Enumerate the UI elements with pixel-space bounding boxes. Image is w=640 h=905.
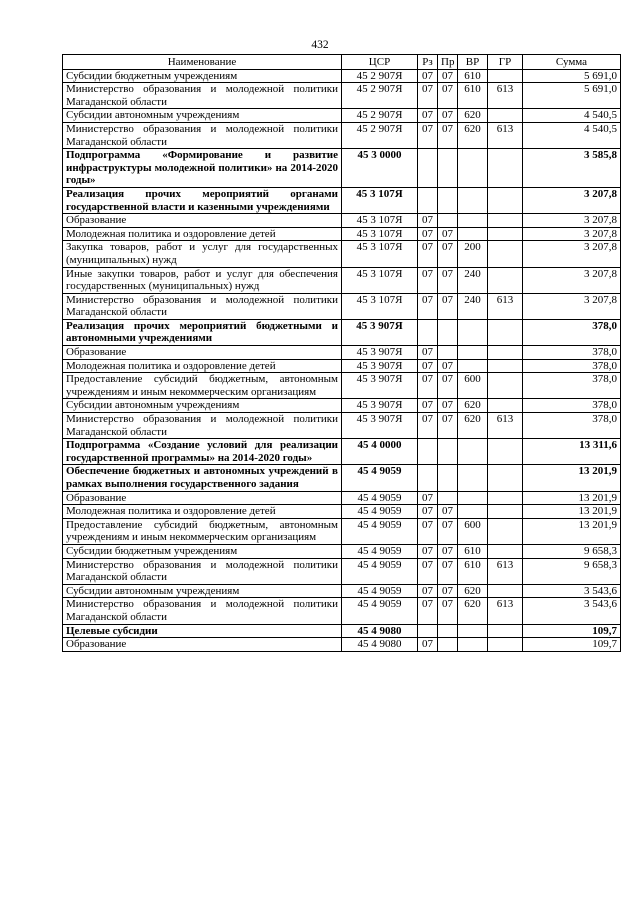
cell-vr: 620: [458, 584, 488, 598]
cell-vr: 610: [458, 69, 488, 83]
cell-pr: 07: [438, 241, 458, 267]
cell-rz: 07: [418, 346, 438, 360]
cell-csr: 45 4 9059: [342, 505, 418, 519]
cell-rz: 07: [418, 293, 438, 319]
table-header-row: [63, 55, 621, 70]
cell-sum: 3 207,8: [523, 214, 621, 228]
cell-rz: 07: [418, 491, 438, 505]
cell-vr: 620: [458, 109, 488, 123]
table-row: [63, 241, 621, 267]
cell-vr: [458, 319, 488, 345]
cell-rz: 07: [418, 267, 438, 293]
cell-gr: 613: [488, 293, 523, 319]
cell-sum: 13 201,9: [523, 465, 621, 491]
cell-name: Образование: [63, 491, 342, 505]
cell-gr: [488, 584, 523, 598]
cell-gr: [488, 214, 523, 228]
cell-rz: 07: [418, 227, 438, 241]
table-row: [63, 293, 621, 319]
cell-name: Субсидии автономным учреждениям: [63, 584, 342, 598]
table-row: [63, 518, 621, 544]
cell-rz: [418, 187, 438, 213]
cell-pr: [438, 214, 458, 228]
cell-vr: [458, 214, 488, 228]
cell-gr: [488, 399, 523, 413]
cell-pr: 07: [438, 413, 458, 439]
cell-pr: [438, 491, 458, 505]
cell-name: Субсидии автономным учреждениям: [63, 109, 342, 123]
cell-sum: 378,0: [523, 346, 621, 360]
cell-vr: 610: [458, 558, 488, 584]
table-row: [63, 439, 621, 465]
cell-pr: [438, 624, 458, 638]
cell-name: Реализация прочих мероприятий органами государственной власти и казенными учреждениями: [63, 187, 342, 213]
cell-csr: 45 4 9059: [342, 491, 418, 505]
cell-pr: [438, 187, 458, 213]
table-row: [63, 598, 621, 624]
cell-name: Предоставление субсидий бюджетным, автономным учреждениям и иным некоммерческим организациям: [63, 518, 342, 544]
cell-rz: [418, 319, 438, 345]
cell-sum: 109,7: [523, 638, 621, 652]
cell-pr: 07: [438, 399, 458, 413]
cell-csr: 45 3 107Я: [342, 241, 418, 267]
cell-pr: 07: [438, 227, 458, 241]
table-row: [63, 638, 621, 652]
cell-sum: 378,0: [523, 319, 621, 345]
cell-rz: 07: [418, 109, 438, 123]
cell-rz: 07: [418, 69, 438, 83]
cell-csr: 45 4 9059: [342, 598, 418, 624]
cell-vr: 240: [458, 293, 488, 319]
header-rz: Рз: [418, 55, 438, 70]
cell-csr: 45 2 907Я: [342, 122, 418, 148]
cell-sum: 5 691,0: [523, 83, 621, 109]
cell-sum: 3 207,8: [523, 241, 621, 267]
cell-gr: 613: [488, 598, 523, 624]
cell-name: Министерство образования и молодежной политики Магаданской области: [63, 598, 342, 624]
cell-sum: 3 207,8: [523, 293, 621, 319]
cell-pr: 07: [438, 267, 458, 293]
cell-gr: [488, 109, 523, 123]
cell-csr: 45 3 907Я: [342, 373, 418, 399]
cell-sum: 378,0: [523, 373, 621, 399]
cell-sum: 3 543,6: [523, 584, 621, 598]
cell-csr: 45 2 907Я: [342, 69, 418, 83]
cell-csr: 45 3 107Я: [342, 267, 418, 293]
cell-name: Министерство образования и молодежной политики Магаданской области: [63, 83, 342, 109]
cell-pr: [438, 149, 458, 188]
cell-gr: [488, 69, 523, 83]
cell-rz: 07: [418, 505, 438, 519]
cell-vr: 620: [458, 399, 488, 413]
header-csr: ЦСР: [342, 55, 418, 70]
cell-sum: 4 540,5: [523, 122, 621, 148]
table-row: [63, 413, 621, 439]
cell-csr: 45 3 107Я: [342, 293, 418, 319]
header-pr: Пр: [438, 55, 458, 70]
cell-pr: 07: [438, 69, 458, 83]
cell-sum: 3 585,8: [523, 149, 621, 188]
cell-csr: 45 2 907Я: [342, 83, 418, 109]
cell-csr: 45 3 907Я: [342, 319, 418, 345]
cell-vr: [458, 149, 488, 188]
cell-sum: 13 201,9: [523, 518, 621, 544]
cell-name: Министерство образования и молодежной политики Магаданской области: [63, 293, 342, 319]
cell-pr: 07: [438, 505, 458, 519]
cell-vr: [458, 638, 488, 652]
cell-pr: 07: [438, 293, 458, 319]
cell-pr: [438, 439, 458, 465]
table-row: [63, 227, 621, 241]
cell-sum: 13 201,9: [523, 491, 621, 505]
cell-pr: [438, 346, 458, 360]
cell-sum: 378,0: [523, 399, 621, 413]
cell-sum: 13 201,9: [523, 505, 621, 519]
table-row: [63, 558, 621, 584]
cell-name: Молодежная политика и оздоровление детей: [63, 505, 342, 519]
cell-csr: 45 4 9080: [342, 624, 418, 638]
cell-rz: [418, 149, 438, 188]
cell-sum: 9 658,3: [523, 544, 621, 558]
cell-gr: [488, 439, 523, 465]
cell-rz: 07: [418, 638, 438, 652]
cell-gr: [488, 267, 523, 293]
cell-rz: 07: [418, 399, 438, 413]
cell-rz: 07: [418, 122, 438, 148]
cell-pr: 07: [438, 558, 458, 584]
cell-csr: 45 3 107Я: [342, 187, 418, 213]
cell-pr: 07: [438, 373, 458, 399]
cell-sum: 3 207,8: [523, 267, 621, 293]
cell-gr: [488, 465, 523, 491]
cell-vr: 620: [458, 122, 488, 148]
cell-csr: 45 4 9059: [342, 518, 418, 544]
cell-name: Предоставление субсидий бюджетным, автономным учреждениям и иным некоммерческим организациям: [63, 373, 342, 399]
cell-gr: [488, 518, 523, 544]
cell-csr: 45 3 0000: [342, 149, 418, 188]
cell-vr: 620: [458, 598, 488, 624]
cell-rz: 07: [418, 373, 438, 399]
cell-rz: [418, 439, 438, 465]
cell-gr: [488, 544, 523, 558]
cell-sum: 3 543,6: [523, 598, 621, 624]
cell-pr: 07: [438, 598, 458, 624]
table-row: [63, 465, 621, 491]
table-row: [63, 214, 621, 228]
cell-name: Подпрограмма «Создание условий для реализации государственной программы» на 2014-2020 годы»: [63, 439, 342, 465]
table-row: [63, 399, 621, 413]
cell-name: Обеспечение бюджетных и автономных учреждений в рамках выполнения государственного задания: [63, 465, 342, 491]
cell-rz: 07: [418, 359, 438, 373]
cell-sum: 13 311,6: [523, 439, 621, 465]
cell-pr: [438, 465, 458, 491]
cell-csr: 45 4 9080: [342, 638, 418, 652]
cell-vr: 610: [458, 544, 488, 558]
table-row: [63, 267, 621, 293]
cell-vr: [458, 465, 488, 491]
cell-vr: 600: [458, 373, 488, 399]
cell-vr: [458, 187, 488, 213]
cell-name: Иные закупки товаров, работ и услуг для обеспечения государственных (муниципальных) нужд: [63, 267, 342, 293]
cell-name: Министерство образования и молодежной политики Магаданской области: [63, 122, 342, 148]
cell-rz: [418, 465, 438, 491]
cell-rz: 07: [418, 544, 438, 558]
cell-gr: [488, 319, 523, 345]
cell-name: Закупка товаров, работ и услуг для государственных (муниципальных) нужд: [63, 241, 342, 267]
cell-gr: 613: [488, 83, 523, 109]
cell-name: Реализация прочих мероприятий бюджетными и автономными учреждениями: [63, 319, 342, 345]
table-row: [63, 491, 621, 505]
cell-rz: 07: [418, 83, 438, 109]
cell-vr: 200: [458, 241, 488, 267]
cell-sum: 4 540,5: [523, 109, 621, 123]
cell-vr: 600: [458, 518, 488, 544]
table-row: [63, 544, 621, 558]
cell-csr: 45 3 907Я: [342, 413, 418, 439]
cell-gr: 613: [488, 413, 523, 439]
cell-csr: 45 3 907Я: [342, 399, 418, 413]
page-number: 432: [311, 39, 329, 51]
cell-name: Молодежная политика и оздоровление детей: [63, 359, 342, 373]
table-row: [63, 69, 621, 83]
cell-gr: [488, 505, 523, 519]
cell-pr: 07: [438, 584, 458, 598]
table-row: [63, 187, 621, 213]
cell-pr: 07: [438, 83, 458, 109]
cell-sum: 3 207,8: [523, 187, 621, 213]
cell-sum: 5 691,0: [523, 69, 621, 83]
cell-vr: [458, 439, 488, 465]
cell-csr: 45 3 107Я: [342, 214, 418, 228]
table-row: [63, 109, 621, 123]
cell-vr: 620: [458, 413, 488, 439]
cell-gr: [488, 491, 523, 505]
table-row: [63, 122, 621, 148]
cell-sum: 109,7: [523, 624, 621, 638]
header-sum: Сумма: [523, 55, 621, 70]
table-row: [63, 346, 621, 360]
cell-gr: 613: [488, 122, 523, 148]
cell-gr: [488, 624, 523, 638]
cell-vr: [458, 227, 488, 241]
cell-pr: 07: [438, 122, 458, 148]
cell-vr: [458, 505, 488, 519]
cell-pr: [438, 638, 458, 652]
header-name: Наименование: [63, 55, 342, 70]
cell-sum: 3 207,8: [523, 227, 621, 241]
cell-name: Подпрограмма «Формирование и развитие инфраструктуры молодежной политики» на 2014-2020 годы»: [63, 149, 342, 188]
cell-csr: 45 3 907Я: [342, 359, 418, 373]
cell-name: Образование: [63, 214, 342, 228]
cell-name: Министерство образования и молодежной политики Магаданской области: [63, 413, 342, 439]
cell-sum: 9 658,3: [523, 558, 621, 584]
cell-gr: [488, 187, 523, 213]
cell-name: Образование: [63, 638, 342, 652]
table-row: [63, 584, 621, 598]
cell-gr: [488, 149, 523, 188]
cell-rz: 07: [418, 558, 438, 584]
cell-gr: [488, 227, 523, 241]
header-vr: ВР: [458, 55, 488, 70]
cell-gr: [488, 359, 523, 373]
cell-name: Министерство образования и молодежной политики Магаданской области: [63, 558, 342, 584]
header-gr: ГР: [488, 55, 523, 70]
cell-pr: 07: [438, 109, 458, 123]
cell-sum: 378,0: [523, 359, 621, 373]
cell-csr: 45 4 0000: [342, 439, 418, 465]
cell-vr: [458, 624, 488, 638]
cell-rz: 07: [418, 214, 438, 228]
table-row: [63, 149, 621, 188]
cell-vr: [458, 491, 488, 505]
table-row: [63, 373, 621, 399]
cell-gr: 613: [488, 558, 523, 584]
table-row: [63, 319, 621, 345]
cell-gr: [488, 241, 523, 267]
cell-vr: 240: [458, 267, 488, 293]
cell-csr: 45 3 907Я: [342, 346, 418, 360]
budget-table: [62, 54, 621, 652]
cell-pr: 07: [438, 518, 458, 544]
cell-gr: [488, 373, 523, 399]
table-row: [63, 624, 621, 638]
cell-pr: 07: [438, 359, 458, 373]
cell-name: Целевые субсидии: [63, 624, 342, 638]
table-row: [63, 505, 621, 519]
cell-rz: 07: [418, 598, 438, 624]
cell-name: Образование: [63, 346, 342, 360]
cell-csr: 45 4 9059: [342, 465, 418, 491]
cell-vr: [458, 359, 488, 373]
cell-vr: 610: [458, 83, 488, 109]
table-row: [63, 359, 621, 373]
cell-csr: 45 4 9059: [342, 558, 418, 584]
cell-rz: 07: [418, 584, 438, 598]
cell-rz: 07: [418, 241, 438, 267]
cell-name: Молодежная политика и оздоровление детей: [63, 227, 342, 241]
cell-pr: [438, 319, 458, 345]
cell-pr: 07: [438, 544, 458, 558]
cell-csr: 45 4 9059: [342, 544, 418, 558]
cell-gr: [488, 346, 523, 360]
cell-vr: [458, 346, 488, 360]
table-body: [63, 69, 621, 651]
cell-sum: 378,0: [523, 413, 621, 439]
cell-rz: 07: [418, 518, 438, 544]
cell-name: Субсидии бюджетным учреждениям: [63, 544, 342, 558]
cell-rz: 07: [418, 413, 438, 439]
cell-name: Субсидии автономным учреждениям: [63, 399, 342, 413]
cell-rz: [418, 624, 438, 638]
cell-name: Субсидии бюджетным учреждениям: [63, 69, 342, 83]
cell-csr: 45 4 9059: [342, 584, 418, 598]
table-row: [63, 83, 621, 109]
cell-gr: [488, 638, 523, 652]
cell-csr: 45 3 107Я: [342, 227, 418, 241]
cell-csr: 45 2 907Я: [342, 109, 418, 123]
